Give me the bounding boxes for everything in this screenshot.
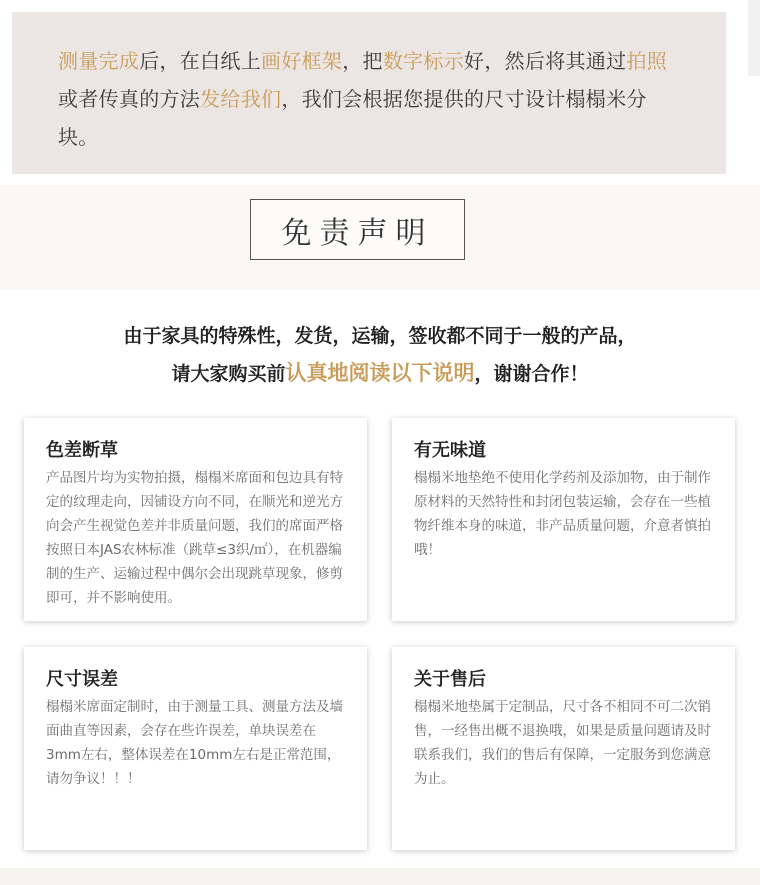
side-decoration: [748, 0, 760, 76]
notice-line-1: 由于家具的特殊性，发货，运输，签收都不同于一般的产品，: [123, 325, 637, 347]
bottom-strip: [0, 868, 760, 885]
card-title: 有无味道: [414, 440, 486, 461]
intro-seg: 后，在白纸上: [139, 49, 262, 73]
notice-highlight: 认真地阅读以下说明: [285, 361, 475, 385]
info-card-after-sales: [392, 647, 735, 850]
intro-seg: 好，然后将其通过: [464, 49, 627, 73]
notice-line-2: [0, 355, 760, 393]
intro-seg: 测量完成: [58, 49, 140, 73]
card-body: 产品图片均为实物拍摄，榻榻米席面和包边具有特定的纹理走向，因铺设方向不同，在顺光和逆光方向会产生视觉色差并非质量问题，我们的席面严格按照日本JAS农林标准（跳草≤3织/㎡），在机器编制的生产、运输过程中偶尔会出现跳草现象，修剪即可，并不影响使用。: [46, 470, 343, 606]
intro-seg: 数字标示: [382, 49, 465, 73]
card-title: 尺寸误差: [46, 669, 118, 690]
info-card-color-difference: [24, 418, 367, 621]
info-card-odor: [392, 418, 735, 621]
card-body: 榻榻米地垫属于定制品，尺寸各不相同不可二次销售，一经售出概不退换哦，如果是质量问题请及时联系我们，我们的售后有保障，一定服务到您满意为止。: [414, 699, 711, 787]
disclaimer-band: [0, 185, 760, 290]
card-title: 关于售后: [414, 669, 486, 690]
card-body: 榻榻米席面定制时，由于测量工具、测量方法及墙面曲直等因素，会存在些许误差，单块误差在3mm左右，整体误差在10mm左右是正常范围，请勿争议！！！: [46, 699, 343, 787]
intro-seg: 拍照: [626, 49, 668, 73]
notice-post: ，谢谢合作！: [474, 363, 589, 385]
intro-seg: ，把: [342, 49, 383, 73]
intro-seg: 发给我们: [200, 87, 282, 111]
card-title: 色差断草: [46, 440, 118, 461]
card-body: 榻榻米地垫绝不使用化学药剂及添加物，由于制作原材料的天然特性和封闭包装运输，会存在一些植物纤维本身的味道，非产品质量问题，介意者慎拍哦！: [414, 470, 711, 558]
intro-seg: 或者传真的方法: [58, 87, 201, 111]
intro-section: [0, 0, 760, 185]
info-card-size-error: [24, 647, 367, 850]
intro-seg: ，我们会根据您提供的尺寸设计榻榻米分块。: [58, 87, 647, 149]
intro-seg: 画好框架: [261, 49, 343, 73]
intro-text: [58, 49, 667, 149]
notice: [0, 318, 760, 393]
intro-box: [12, 12, 726, 174]
disclaimer-title: 免责声明: [250, 199, 465, 260]
notice-pre: 请大家购买前: [171, 363, 286, 385]
